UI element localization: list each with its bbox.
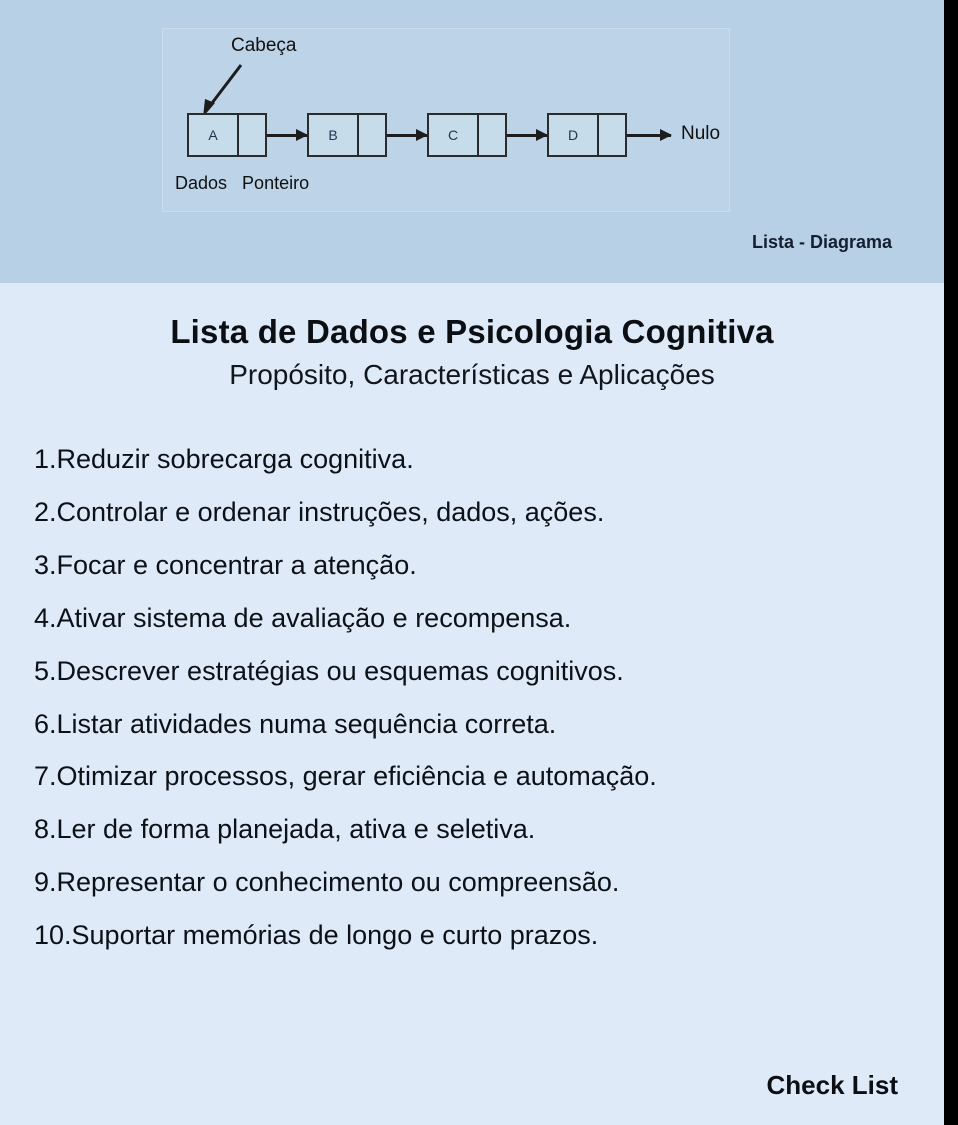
link-arrow-icon: [507, 131, 547, 139]
list-item: 10.Suportar memórias de longo e curto prazos.: [34, 920, 599, 951]
list-item: 1.Reduzir sobrecarga cognitiva.: [34, 444, 414, 474]
footer-label: Check List: [766, 1070, 898, 1100]
list-item: 8.Ler de forma planejada, ativa e seletiva.: [34, 814, 536, 845]
list-node: [307, 113, 387, 157]
list-item: 3.Focar e concentrar a atenção.: [34, 549, 417, 580]
node-data-cell: D: [549, 115, 599, 155]
diagram-frame: [162, 28, 730, 212]
node-data-cell: A: [189, 115, 239, 155]
page-title: Lista de Dados e Psicologia Cognitiva: [170, 313, 774, 350]
node-data-cell: B: [309, 115, 359, 155]
list-node: [547, 113, 627, 157]
node-pointer-cell: [479, 115, 505, 155]
cell-captions: [175, 173, 319, 194]
null-label: Nulo: [681, 123, 721, 144]
node-pointer-cell: [599, 115, 625, 155]
list-item: 9.Representar o conhecimento ou compreensão.: [34, 867, 620, 898]
head-pointer-arrow-icon: [199, 63, 245, 117]
page-subtitle: Propósito, Características e Aplicações: [229, 359, 715, 390]
list-item: 2.Controlar e ordenar instruções, dados, ações.: [34, 496, 605, 527]
node-pointer-cell: [359, 115, 385, 155]
list-node: [187, 113, 267, 157]
numbered-list: [24, 433, 920, 962]
link-arrow-icon: [267, 131, 307, 139]
list-node: [427, 113, 507, 157]
list-item: 5.Descrever estratégias ou esquemas cognitivos.: [34, 655, 624, 686]
content-panel: [0, 283, 944, 1125]
link-arrow-icon: [387, 131, 427, 139]
diagram-caption: Lista - Diagrama: [751, 232, 892, 252]
node-pointer-cell: [239, 115, 265, 155]
head-label: Cabeça: [231, 35, 297, 56]
node-data-cell: C: [429, 115, 479, 155]
linked-list-diagram-panel: [0, 0, 944, 283]
list-item: 7.Otimizar processos, gerar eficiência e automação.: [34, 761, 657, 792]
node-row: [163, 113, 729, 159]
link-arrow-icon: [627, 131, 671, 139]
list-item: 4.Ativar sistema de avaliação e recompensa.: [34, 602, 572, 633]
list-item: 6.Listar atividades numa sequência correta.: [34, 708, 557, 739]
pointer-caption: Ponteiro: [242, 173, 310, 193]
data-caption: Dados: [175, 173, 228, 193]
